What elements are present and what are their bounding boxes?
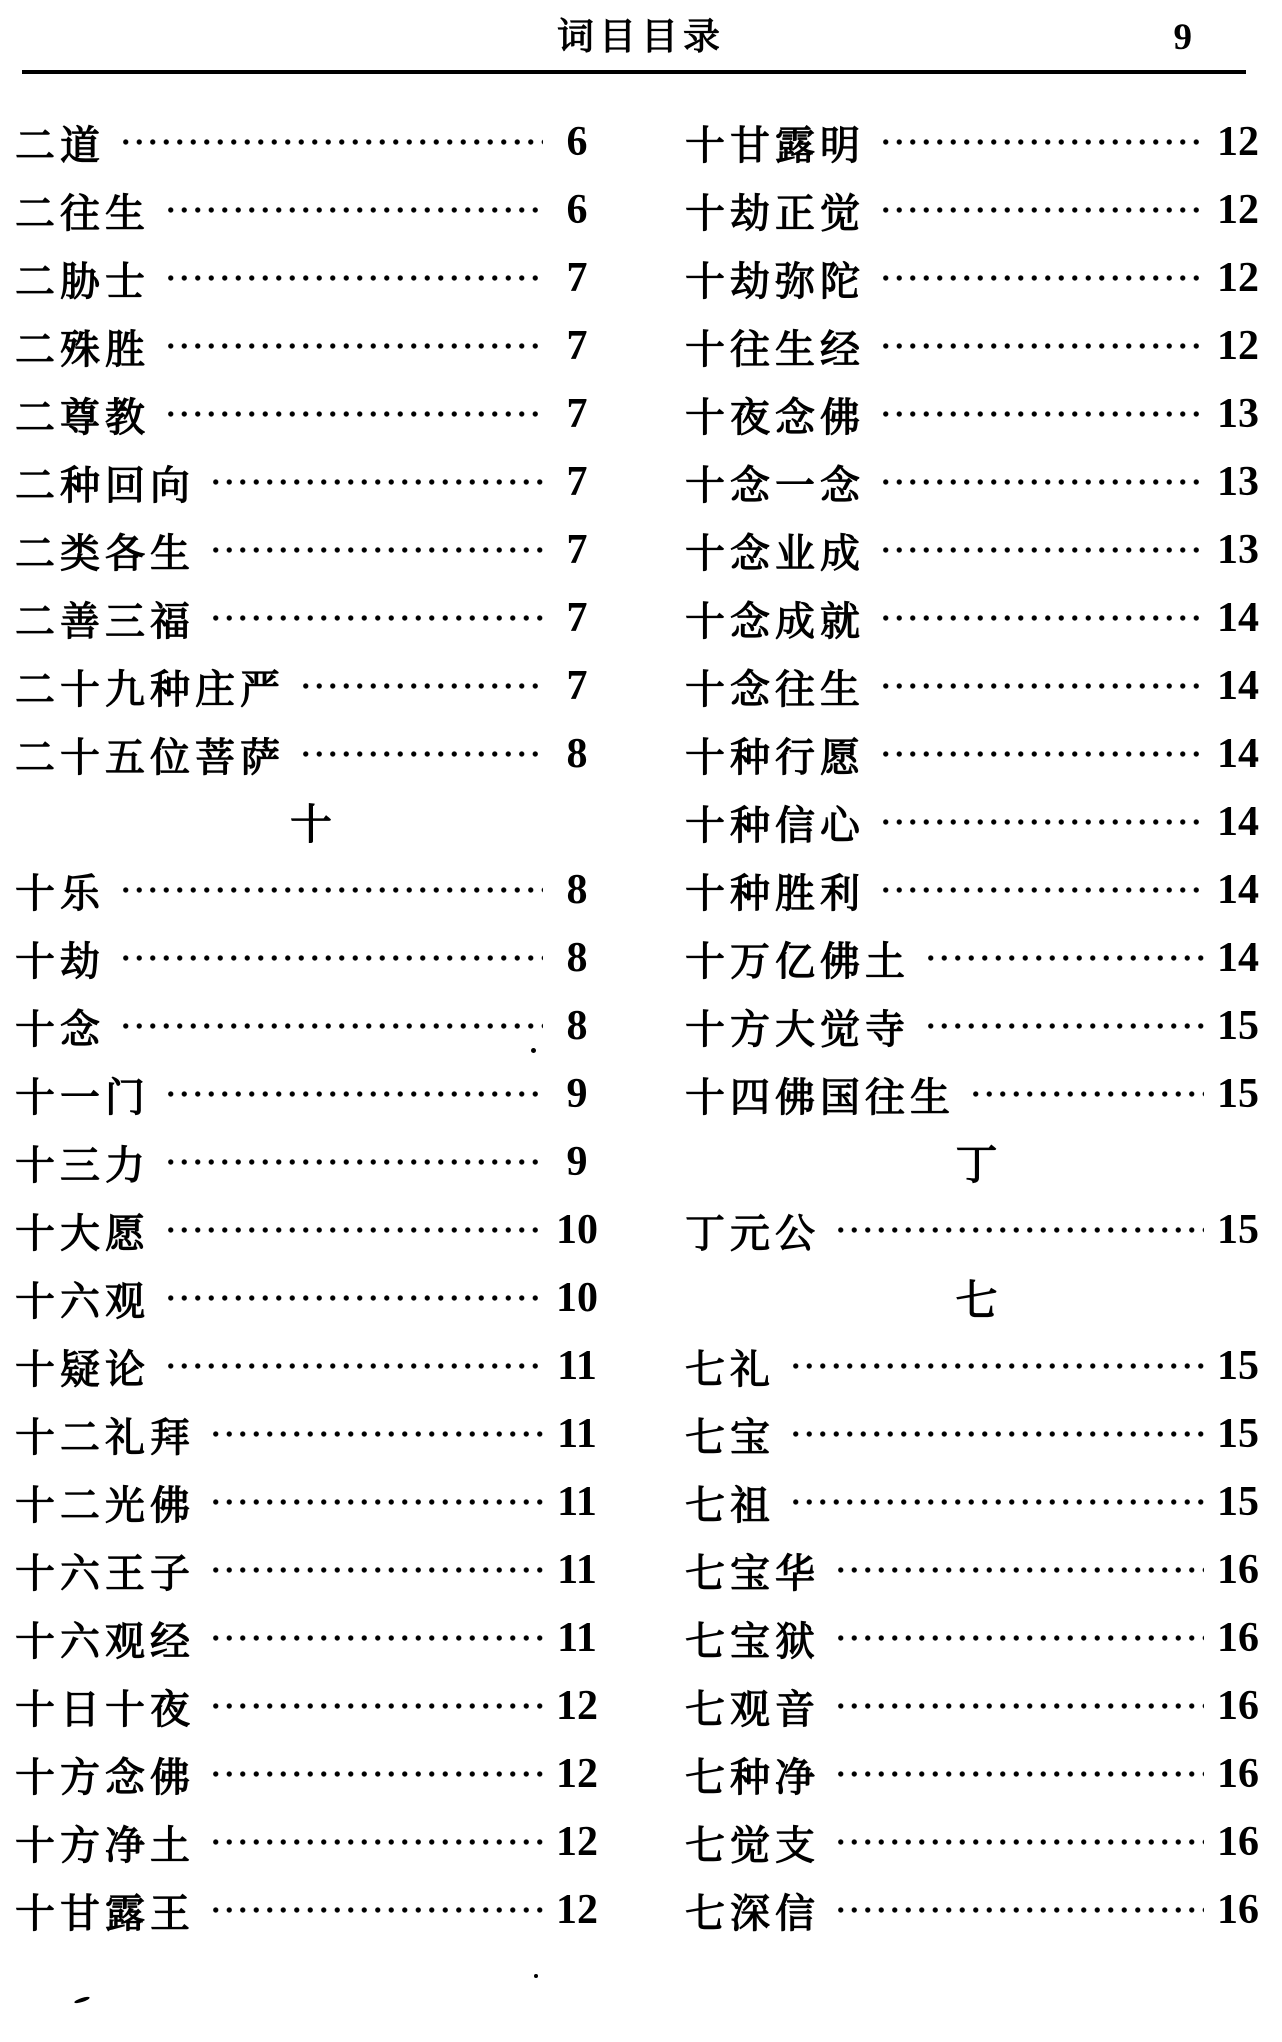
dot-leader bbox=[877, 312, 1204, 380]
section-label: 丁 bbox=[955, 1143, 998, 1189]
entry-page-number: 15 bbox=[1217, 1207, 1259, 1253]
entry-term: 十念 bbox=[15, 1006, 105, 1052]
entry-term: 二道 bbox=[15, 122, 105, 168]
entry-page-number: 8 bbox=[566, 935, 588, 981]
toc-entry bbox=[685, 584, 1268, 652]
entry-page-number: 12 bbox=[1217, 255, 1259, 301]
scan-speck bbox=[531, 1048, 536, 1053]
entry-term: 十六观经 bbox=[15, 1618, 195, 1664]
entry-page-number: 12 bbox=[1217, 187, 1259, 233]
toc-entry bbox=[685, 1604, 1268, 1672]
dot-leader bbox=[877, 244, 1204, 312]
toc-column-right bbox=[685, 108, 1268, 1944]
entry-page-number: 16 bbox=[1217, 1615, 1259, 1661]
toc-entry bbox=[685, 652, 1268, 720]
toc-entry bbox=[15, 176, 607, 244]
toc-entry bbox=[15, 380, 607, 448]
scan-speck bbox=[534, 1974, 538, 1978]
dot-leader bbox=[117, 108, 543, 176]
entry-page-number: 8 bbox=[566, 1003, 588, 1049]
dot-leader bbox=[967, 1060, 1204, 1128]
toc-entry bbox=[685, 176, 1268, 244]
dot-leader bbox=[117, 992, 543, 1060]
entry-page-number: 11 bbox=[557, 1479, 597, 1525]
entry-term: 十念成就 bbox=[685, 598, 865, 644]
entry-term: 十方大觉寺 bbox=[685, 1006, 910, 1052]
section-label: 七 bbox=[955, 1279, 998, 1325]
dot-leader bbox=[922, 992, 1204, 1060]
page-header bbox=[0, 10, 1282, 66]
entry-term: 七觉支 bbox=[685, 1822, 820, 1868]
entry-term: 十方念佛 bbox=[15, 1754, 195, 1800]
toc-entry bbox=[685, 108, 1268, 176]
page-number: 9 bbox=[1173, 17, 1192, 58]
toc-entry bbox=[15, 924, 607, 992]
toc-entry bbox=[15, 1876, 607, 1944]
toc-entry bbox=[685, 1468, 1268, 1536]
entry-page-number: 14 bbox=[1217, 595, 1259, 641]
toc-entry bbox=[685, 1672, 1268, 1740]
entry-page-number: 13 bbox=[1217, 527, 1259, 573]
entry-term: 七观音 bbox=[685, 1686, 820, 1732]
entry-term: 二往生 bbox=[15, 190, 150, 236]
toc-entry bbox=[685, 1196, 1268, 1264]
entry-term: 七祖 bbox=[685, 1482, 775, 1528]
entry-term: 丁元公 bbox=[685, 1210, 820, 1256]
entry-page-number: 9 bbox=[566, 1139, 588, 1185]
entry-page-number: 8 bbox=[566, 867, 588, 913]
entry-term: 十种行愿 bbox=[685, 734, 865, 780]
toc-entry bbox=[685, 448, 1268, 516]
dot-leader bbox=[207, 1876, 543, 1944]
toc-entry bbox=[15, 1740, 607, 1808]
entry-term: 十种胜利 bbox=[685, 870, 865, 916]
dot-leader bbox=[162, 244, 543, 312]
section-label: 十 bbox=[289, 803, 332, 849]
entry-page-number: 11 bbox=[557, 1343, 597, 1389]
entry-term: 十三力 bbox=[15, 1142, 150, 1188]
entry-term: 二类各生 bbox=[15, 530, 195, 576]
dot-leader bbox=[162, 380, 543, 448]
dot-leader bbox=[877, 856, 1204, 924]
toc-entry bbox=[15, 1536, 607, 1604]
toc-entry bbox=[685, 1332, 1268, 1400]
toc-entry bbox=[15, 1400, 607, 1468]
entry-page-number: 15 bbox=[1217, 1071, 1259, 1117]
entry-page-number: 12 bbox=[556, 1683, 598, 1729]
entry-term: 七深信 bbox=[685, 1890, 820, 1936]
toc-entry bbox=[15, 1128, 607, 1196]
entry-term: 二善三福 bbox=[15, 598, 195, 644]
entry-term: 七宝狱 bbox=[685, 1618, 820, 1664]
entry-page-number: 11 bbox=[557, 1411, 597, 1457]
toc-entry bbox=[15, 584, 607, 652]
entry-page-number: 7 bbox=[566, 391, 588, 437]
scan-speck bbox=[74, 1996, 90, 2005]
entry-page-number: 15 bbox=[1217, 1003, 1259, 1049]
toc-entry bbox=[685, 312, 1268, 380]
dot-leader bbox=[877, 516, 1204, 584]
entry-term: 七宝华 bbox=[685, 1550, 820, 1596]
toc-entry bbox=[685, 1536, 1268, 1604]
entry-page-number: 7 bbox=[566, 255, 588, 301]
dot-leader bbox=[162, 1060, 543, 1128]
entry-page-number: 15 bbox=[1217, 1479, 1259, 1525]
dot-leader bbox=[832, 1808, 1204, 1876]
toc-entry bbox=[15, 516, 607, 584]
toc-entry bbox=[15, 1332, 607, 1400]
entry-term: 二尊教 bbox=[15, 394, 150, 440]
entry-page-number: 16 bbox=[1217, 1819, 1259, 1865]
entry-page-number: 13 bbox=[1217, 391, 1259, 437]
dot-leader bbox=[162, 1264, 543, 1332]
dot-leader bbox=[207, 1400, 543, 1468]
entry-page-number: 12 bbox=[556, 1819, 598, 1865]
entry-page-number: 16 bbox=[1217, 1683, 1259, 1729]
entry-term: 十往生经 bbox=[685, 326, 865, 372]
entry-term: 十二礼拜 bbox=[15, 1414, 195, 1460]
entry-page-number: 14 bbox=[1217, 731, 1259, 777]
entry-page-number: 7 bbox=[566, 459, 588, 505]
toc-entry bbox=[15, 244, 607, 312]
toc-entry bbox=[15, 1264, 607, 1332]
entry-page-number: 16 bbox=[1217, 1751, 1259, 1797]
dot-leader bbox=[832, 1536, 1204, 1604]
entry-term: 二十九种庄严 bbox=[15, 666, 285, 712]
toc-entry bbox=[15, 1196, 607, 1264]
entry-page-number: 6 bbox=[566, 119, 588, 165]
toc-entry bbox=[685, 856, 1268, 924]
dot-leader bbox=[162, 1196, 543, 1264]
entry-page-number: 7 bbox=[566, 595, 588, 641]
entry-term: 十种信心 bbox=[685, 802, 865, 848]
entry-term: 十六观 bbox=[15, 1278, 150, 1324]
dot-leader bbox=[832, 1196, 1204, 1264]
dot-leader bbox=[877, 176, 1204, 244]
toc-entry bbox=[15, 720, 607, 788]
entry-term: 十四佛国往生 bbox=[685, 1074, 955, 1120]
entry-term: 二十五位菩萨 bbox=[15, 734, 285, 780]
dot-leader bbox=[207, 1672, 543, 1740]
dot-leader bbox=[207, 448, 543, 516]
entry-page-number: 6 bbox=[566, 187, 588, 233]
entry-page-number: 12 bbox=[1217, 119, 1259, 165]
entry-page-number: 7 bbox=[566, 663, 588, 709]
dot-leader bbox=[207, 516, 543, 584]
entry-term: 十念一念 bbox=[685, 462, 865, 508]
dot-leader bbox=[877, 448, 1204, 516]
toc-entry bbox=[15, 1604, 607, 1672]
toc-entry bbox=[685, 516, 1268, 584]
entry-page-number: 10 bbox=[556, 1275, 598, 1321]
entry-page-number: 15 bbox=[1217, 1411, 1259, 1457]
dot-leader bbox=[877, 584, 1204, 652]
entry-term: 十日十夜 bbox=[15, 1686, 195, 1732]
entry-term: 十夜念佛 bbox=[685, 394, 865, 440]
dot-leader bbox=[207, 1468, 543, 1536]
toc-entry bbox=[685, 788, 1268, 856]
dot-leader bbox=[877, 788, 1204, 856]
entry-page-number: 12 bbox=[1217, 323, 1259, 369]
entry-term: 十甘露明 bbox=[685, 122, 865, 168]
toc-entry bbox=[685, 1740, 1268, 1808]
dot-leader bbox=[832, 1740, 1204, 1808]
entry-page-number: 16 bbox=[1217, 1547, 1259, 1593]
entry-page-number: 14 bbox=[1217, 799, 1259, 845]
toc-entry bbox=[685, 720, 1268, 788]
entry-page-number: 14 bbox=[1217, 867, 1259, 913]
entry-term: 十大愿 bbox=[15, 1210, 150, 1256]
entry-page-number: 11 bbox=[557, 1615, 597, 1661]
dot-leader bbox=[162, 176, 543, 244]
toc-entry bbox=[15, 652, 607, 720]
dot-leader bbox=[832, 1876, 1204, 1944]
entry-page-number: 16 bbox=[1217, 1887, 1259, 1933]
toc-entry bbox=[15, 1808, 607, 1876]
entry-page-number: 9 bbox=[566, 1071, 588, 1117]
toc-entry bbox=[15, 312, 607, 380]
entry-page-number: 15 bbox=[1217, 1343, 1259, 1389]
dot-leader bbox=[877, 652, 1204, 720]
entry-term: 十万亿佛土 bbox=[685, 938, 910, 984]
entry-term: 十六王子 bbox=[15, 1550, 195, 1596]
toc-entry bbox=[685, 380, 1268, 448]
entry-term: 十一门 bbox=[15, 1074, 150, 1120]
dot-leader bbox=[207, 1536, 543, 1604]
dot-leader bbox=[877, 108, 1204, 176]
entry-term: 七宝 bbox=[685, 1414, 775, 1460]
dot-leader bbox=[162, 312, 543, 380]
dot-leader bbox=[207, 1808, 543, 1876]
toc-entry bbox=[685, 1808, 1268, 1876]
dot-leader bbox=[832, 1604, 1204, 1672]
entry-term: 十念往生 bbox=[685, 666, 865, 712]
entry-term: 二胁士 bbox=[15, 258, 150, 304]
section-header bbox=[685, 1128, 1268, 1196]
toc-columns bbox=[0, 74, 1282, 1944]
dot-leader bbox=[787, 1468, 1204, 1536]
dot-leader bbox=[207, 584, 543, 652]
entry-page-number: 13 bbox=[1217, 459, 1259, 505]
toc-entry bbox=[15, 1672, 607, 1740]
entry-term: 十劫正觉 bbox=[685, 190, 865, 236]
entry-term: 七礼 bbox=[685, 1346, 775, 1392]
toc-entry bbox=[685, 992, 1268, 1060]
entry-page-number: 12 bbox=[556, 1751, 598, 1797]
toc-entry bbox=[685, 1400, 1268, 1468]
entry-term: 十乐 bbox=[15, 870, 105, 916]
entry-term: 十劫 bbox=[15, 938, 105, 984]
dot-leader bbox=[877, 380, 1204, 448]
dot-leader bbox=[207, 1604, 543, 1672]
entry-term: 十甘露王 bbox=[15, 1890, 195, 1936]
dot-leader bbox=[117, 924, 543, 992]
entry-page-number: 8 bbox=[566, 731, 588, 777]
entry-term: 二种回向 bbox=[15, 462, 195, 508]
entry-term: 十劫弥陀 bbox=[685, 258, 865, 304]
dot-leader bbox=[922, 924, 1204, 992]
scanned-toc-page bbox=[0, 10, 1282, 1944]
entry-term: 十二光佛 bbox=[15, 1482, 195, 1528]
entry-term: 十疑论 bbox=[15, 1346, 150, 1392]
dot-leader bbox=[162, 1332, 543, 1400]
toc-entry bbox=[685, 924, 1268, 992]
entry-term: 二殊胜 bbox=[15, 326, 150, 372]
toc-entry bbox=[15, 448, 607, 516]
entry-page-number: 11 bbox=[557, 1547, 597, 1593]
dot-leader bbox=[877, 720, 1204, 788]
entry-term: 七种净 bbox=[685, 1754, 820, 1800]
entry-page-number: 12 bbox=[556, 1887, 598, 1933]
dot-leader bbox=[297, 720, 543, 788]
toc-entry bbox=[685, 1060, 1268, 1128]
dot-leader bbox=[832, 1672, 1204, 1740]
toc-entry bbox=[15, 1060, 607, 1128]
dot-leader bbox=[207, 1740, 543, 1808]
dot-leader bbox=[117, 856, 543, 924]
entry-page-number: 10 bbox=[556, 1207, 598, 1253]
page-title: 词目目录 bbox=[557, 17, 725, 58]
entry-page-number: 7 bbox=[566, 323, 588, 369]
toc-column-left bbox=[15, 108, 607, 1944]
entry-page-number: 7 bbox=[566, 527, 588, 573]
entry-term: 十念业成 bbox=[685, 530, 865, 576]
dot-leader bbox=[787, 1400, 1204, 1468]
entry-page-number: 14 bbox=[1217, 935, 1259, 981]
toc-entry bbox=[685, 244, 1268, 312]
entry-page-number: 14 bbox=[1217, 663, 1259, 709]
entry-term: 十方净土 bbox=[15, 1822, 195, 1868]
section-header bbox=[15, 788, 607, 856]
dot-leader bbox=[162, 1128, 543, 1196]
toc-entry bbox=[15, 992, 607, 1060]
toc-entry bbox=[15, 856, 607, 924]
toc-entry bbox=[15, 1468, 607, 1536]
toc-entry bbox=[15, 108, 607, 176]
section-header bbox=[685, 1264, 1268, 1332]
dot-leader bbox=[297, 652, 543, 720]
toc-entry bbox=[685, 1876, 1268, 1944]
dot-leader bbox=[787, 1332, 1204, 1400]
